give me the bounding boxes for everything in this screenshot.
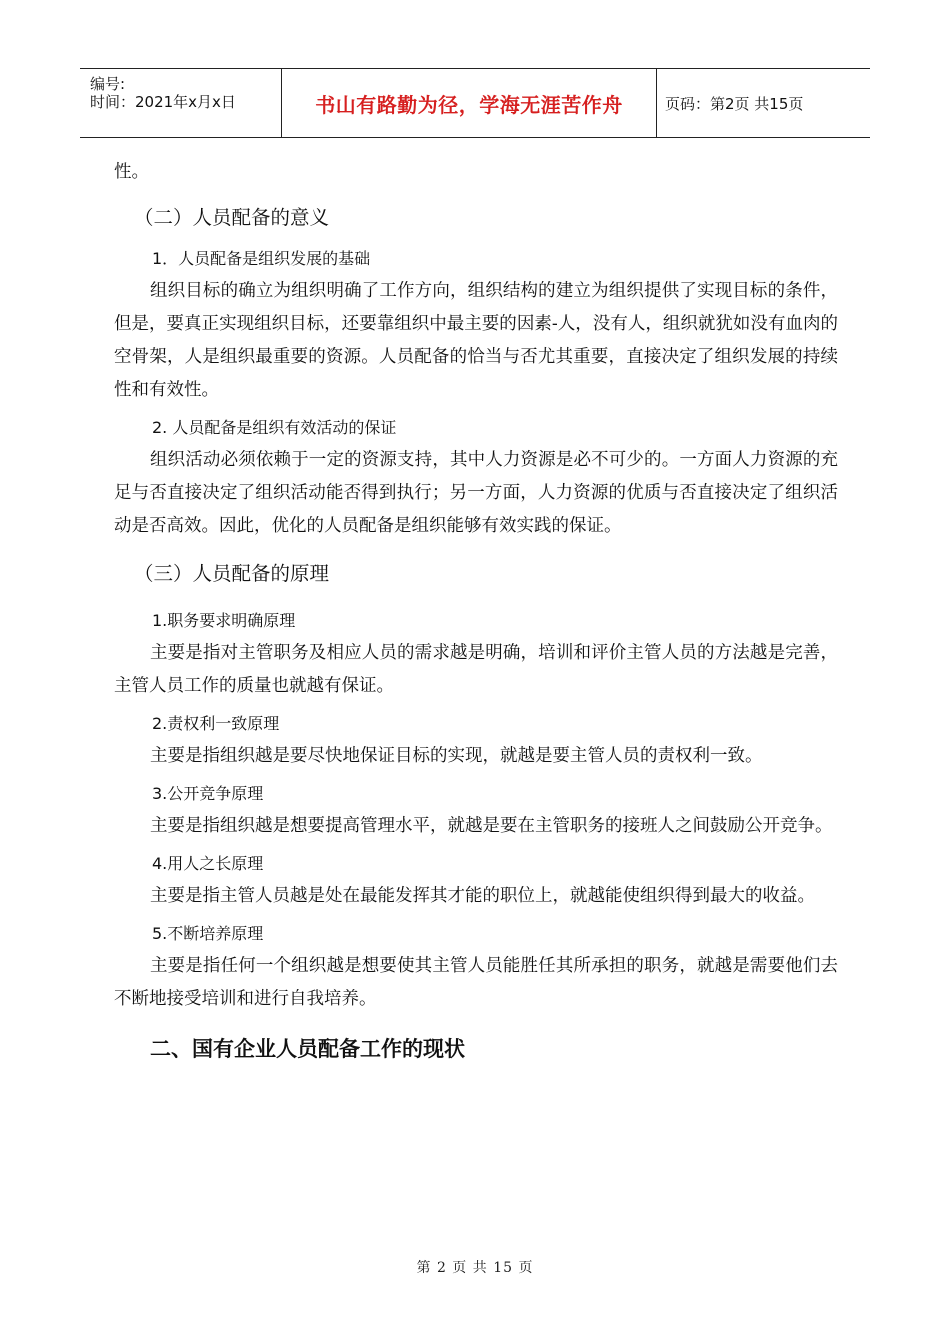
section-heading: （二）人员配备的意义 [134, 206, 330, 229]
page-footer: 第 2 页 共 15 页 [416, 1260, 534, 1276]
header-center-cell [282, 69, 657, 137]
paragraph: 组织活动必须依赖于一定的资源支持，其中人力资源是必不可少的。一方面人力资源的充足与否直接决定了组织活动能否得到执行；另一方面，人力资源的优质与否直接决定了组织活动是否高效。因此，优化的人员配备是组织能够有效实践的保证。 [114, 450, 838, 536]
paragraph: 主要是指任何一个组织越是想要使其主管人员能胜任其所承担的职务，就越是需要他们去不断地接受培训和进行自我培养。 [114, 956, 838, 1009]
page-info: 页码：第2页 共15页 [665, 94, 804, 113]
document-body [114, 156, 838, 1068]
chapter-heading: 二、国有企业人员配备工作的现状 [150, 1037, 465, 1061]
header-table [80, 68, 870, 138]
continued-text: 性。 [114, 162, 149, 182]
subheading: 1.职务要求明确原理 [152, 611, 296, 630]
motto-text: 书山有路勤为径，学海无涯苦作舟 [315, 92, 623, 117]
paragraph: 主要是指组织越是想要提高管理水平，就越是要在主管职务的接班人之间鼓励公开竞争。 [150, 816, 833, 836]
paragraph: 主要是指主管人员越是处在最能发挥其才能的职位上，就越能使组织得到最大的收益。 [150, 886, 815, 906]
paragraph: 组织目标的确立为组织明确了工作方向，组织结构的建立为组织提供了实现目标的条件，但是，要真正实现组织目标，还要靠组织中最主要的因素-人，没有人，组织就犹如没有血肉的空骨架，人是组织最重要的资源。人员配备的恰当与否尤其重要，直接决定了组织发展的持续性和有效性。 [114, 281, 838, 400]
paragraph: 主要是指对主管职务及相应人员的需求越是明确，培训和评价主管人员的方法越是完善，主管人员工作的质量也就越有保证。 [114, 643, 838, 696]
subheading: 1．人员配备是组织发展的基础 [152, 249, 371, 268]
subheading: 4.用人之长原理 [152, 854, 264, 873]
subheading: 2. 人员配备是组织有效活动的保证 [152, 418, 397, 437]
number-label: 编号: [90, 75, 126, 93]
paragraph: 主要是指组织越是要尽快地保证目标的实现，就越是要主管人员的责权利一致。 [150, 746, 763, 766]
date-label: 时间：2021年x月x日 [90, 93, 236, 111]
header-right-cell [657, 69, 870, 137]
subheading: 3.公开竞争原理 [152, 784, 264, 803]
header-left-cell [80, 69, 282, 137]
section-heading: （三）人员配备的原理 [134, 562, 330, 585]
subheading: 2.责权利一致原理 [152, 714, 280, 733]
subheading: 5.不断培养原理 [152, 924, 264, 943]
